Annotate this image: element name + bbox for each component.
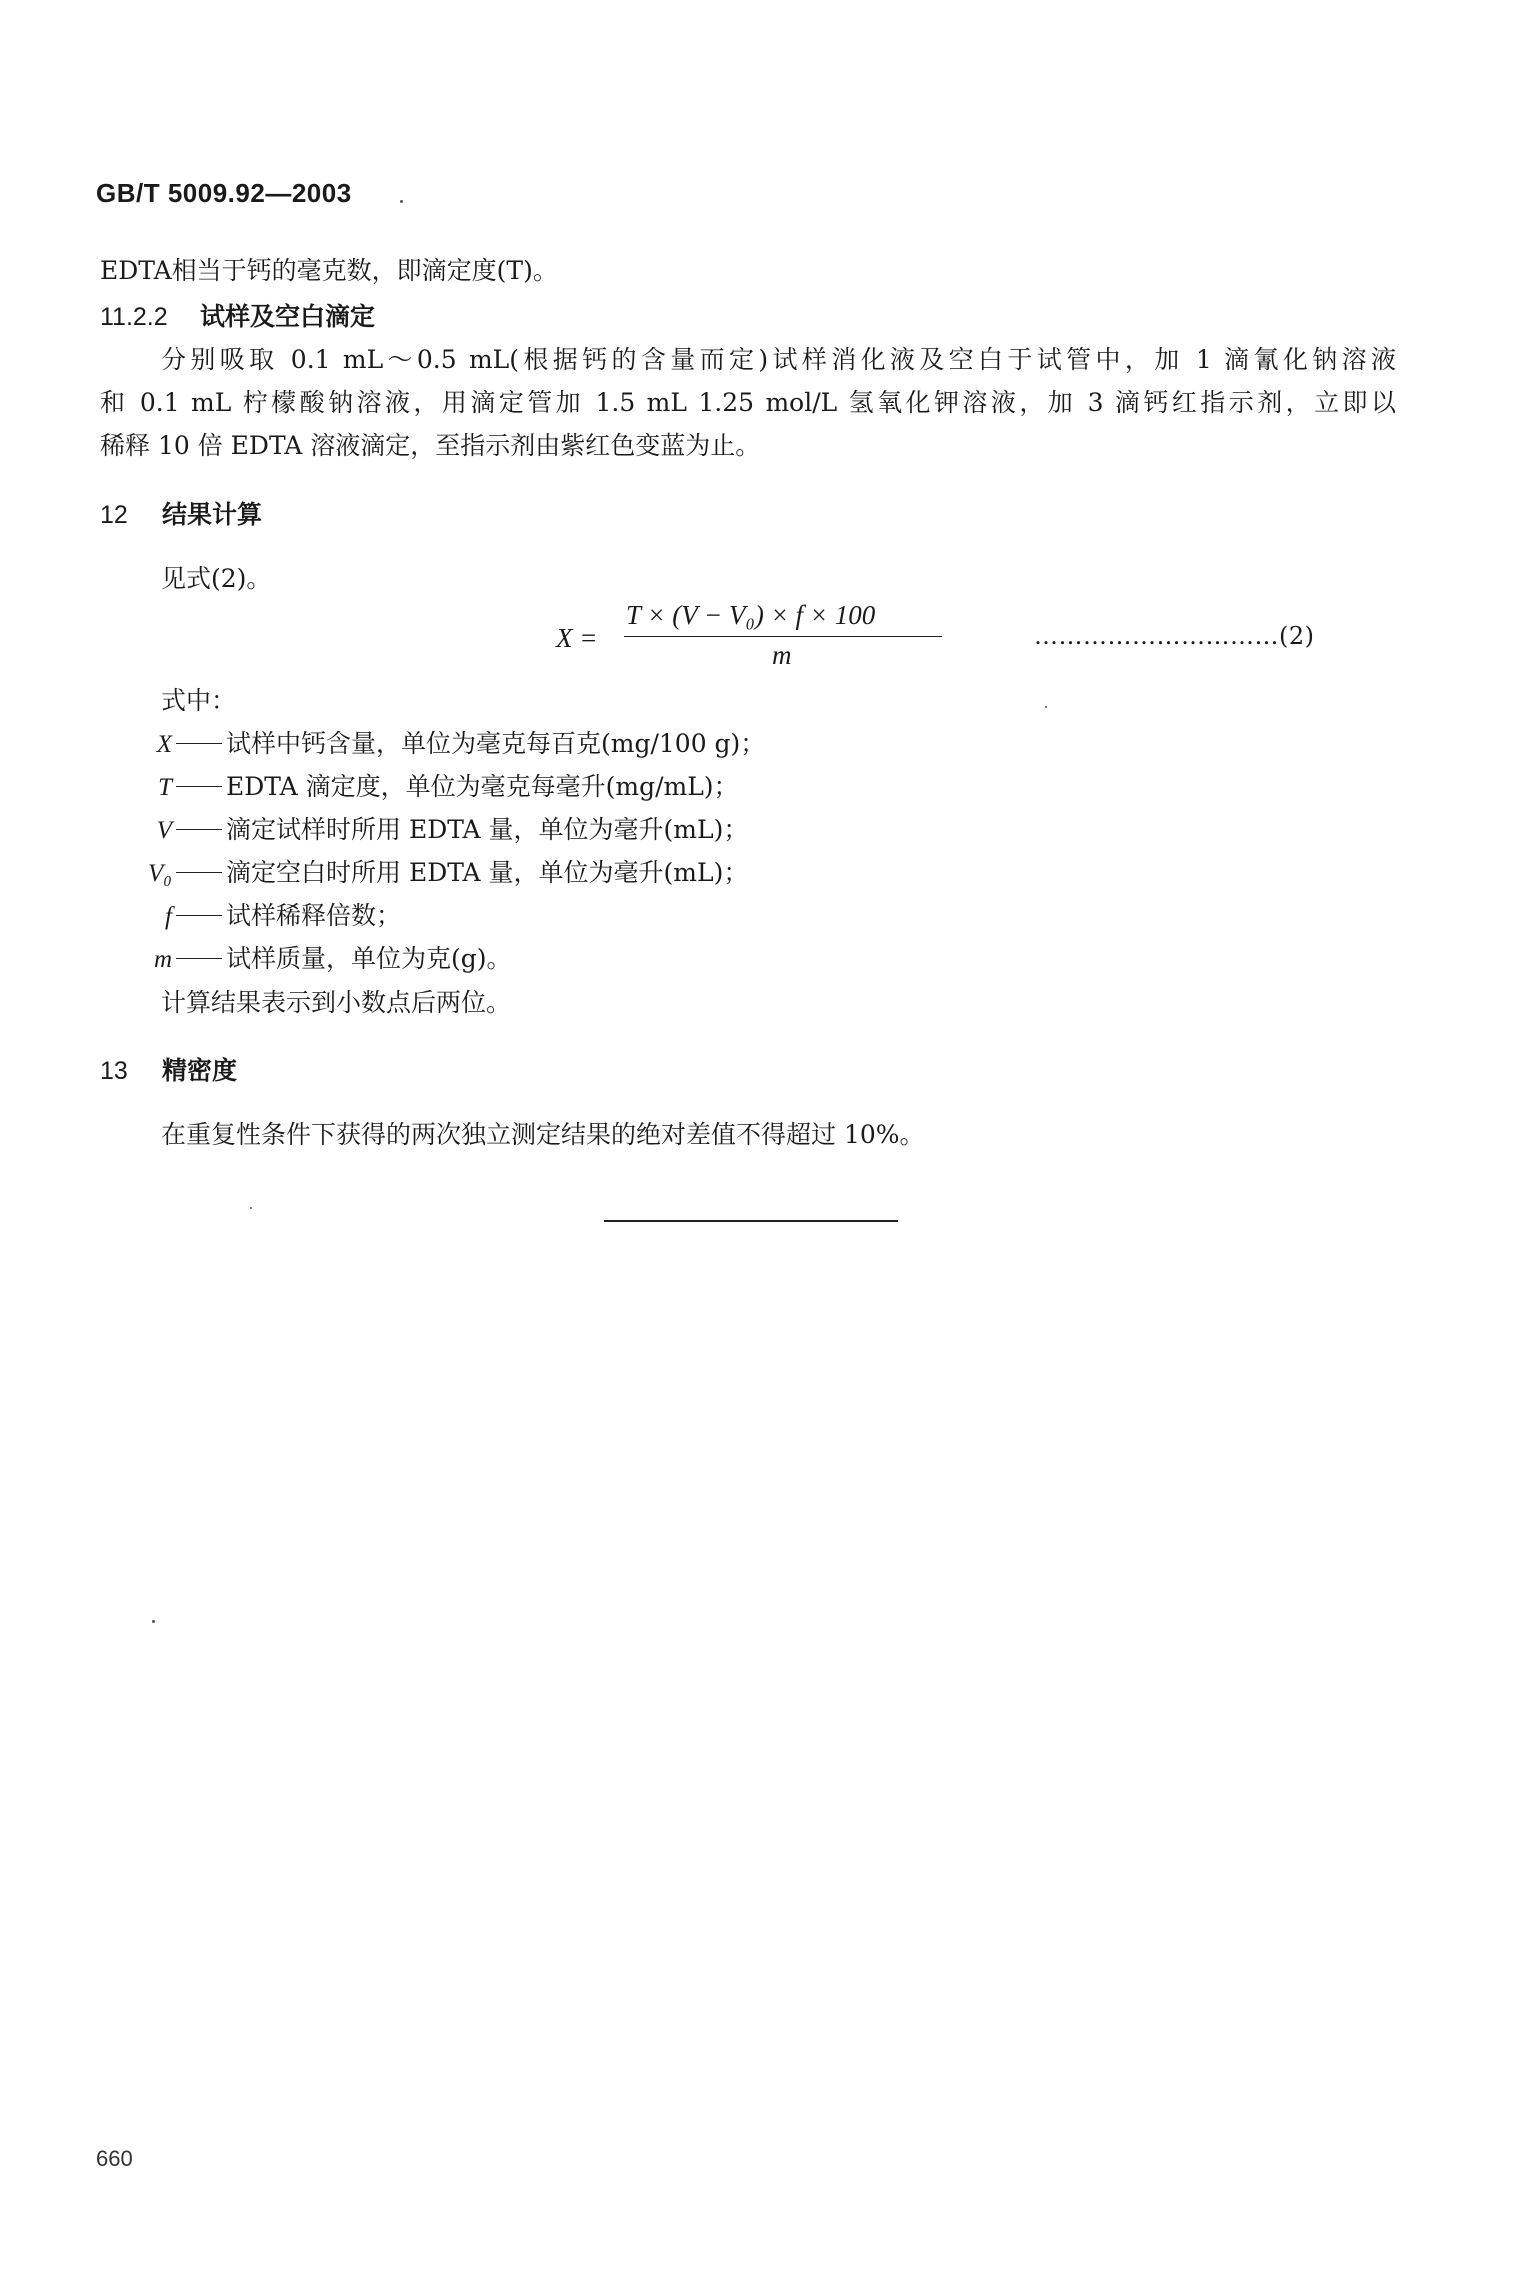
page-number: 660 <box>96 2146 133 2171</box>
section-number: 11.2.2 <box>100 303 168 331</box>
scan-speck <box>250 1207 252 1209</box>
em-dash <box>176 872 222 873</box>
section-title: 试样及空白滴定 <box>200 302 376 331</box>
scan-speck <box>152 1620 155 1623</box>
intro-line: EDTA相当于钙的毫克数，即滴定度(T)。 <box>100 256 558 285</box>
scan-speck <box>400 200 403 203</box>
section-title: 结果计算 <box>162 500 263 529</box>
equation-number: …………………………(2) <box>1034 622 1315 650</box>
definition-item <box>148 903 401 929</box>
definition-item <box>148 731 765 757</box>
rounding-note: 计算结果表示到小数点后两位。 <box>161 988 512 1017</box>
definition-text: 试样稀释倍数； <box>226 901 402 930</box>
definition-term: V <box>156 817 172 844</box>
definition-text: 滴定试样时所用 EDTA 量，单位为毫升(mL)； <box>226 815 749 844</box>
em-dash <box>176 786 222 787</box>
em-dash <box>176 829 222 830</box>
where-label: 式中： <box>161 686 237 715</box>
end-of-standard-rule <box>604 1220 898 1222</box>
definition-text: EDTA 滴定度，单位为毫克每毫升(mg/mL)； <box>226 772 739 801</box>
definition-item <box>148 817 748 843</box>
definition-item <box>148 860 748 886</box>
definition-term: X <box>156 731 172 758</box>
paragraph-line: 分别吸取 0.1 mL～0.5 mL(根据钙的含量而定)试样消化液及空白于试管中，加 1 滴氰化钠溶液 <box>161 345 1396 374</box>
scan-speck <box>1045 706 1047 708</box>
definition-text: 滴定空白时所用 EDTA 量，单位为毫升(mL)； <box>226 858 749 887</box>
precision-text: 在重复性条件下获得的两次独立测定结果的绝对差值不得超过 10%。 <box>161 1120 925 1149</box>
definition-term: T <box>158 774 172 801</box>
definition-item <box>148 774 739 800</box>
definition-text: 试样中钙含量，单位为毫克每百克(mg/100 g)； <box>226 729 766 758</box>
formula-denominator: m <box>772 640 792 670</box>
paragraph-line: 稀释 10 倍 EDTA 溶液滴定，至指示剂由紫红色变蓝为止。 <box>100 431 761 460</box>
see-formula-line: 见式(2)。 <box>161 564 272 593</box>
section-number: 13 <box>100 1057 128 1085</box>
em-dash <box>176 958 222 959</box>
section-number: 12 <box>100 501 128 529</box>
em-dash <box>176 743 222 744</box>
fraction-bar <box>624 636 942 637</box>
calcium-formula <box>556 600 946 670</box>
paragraph-line: 和 0.1 mL 柠檬酸钠溶液，用滴定管加 1.5 mL 1.25 mol/L 氢氧化钾溶液，加 3 滴钙红指示剂，立即以 <box>100 388 1396 417</box>
definition-term: V₀ <box>148 860 172 887</box>
standard-code: GB/T 5009.92—2003 <box>96 178 352 208</box>
definition-term: f <box>165 903 172 930</box>
section-13-heading <box>100 1058 237 1084</box>
definition-term: m <box>153 946 172 973</box>
formula-lhs: X = <box>556 623 598 653</box>
section-11-2-2-heading <box>100 304 375 330</box>
definition-item <box>148 946 512 972</box>
section-title: 精密度 <box>162 1056 238 1085</box>
definition-text: 试样质量，单位为克(g)。 <box>226 944 512 973</box>
em-dash <box>176 915 222 916</box>
section-12-heading <box>100 502 262 528</box>
formula-numerator: T × (V − V₀) × f × 100 <box>626 600 876 630</box>
